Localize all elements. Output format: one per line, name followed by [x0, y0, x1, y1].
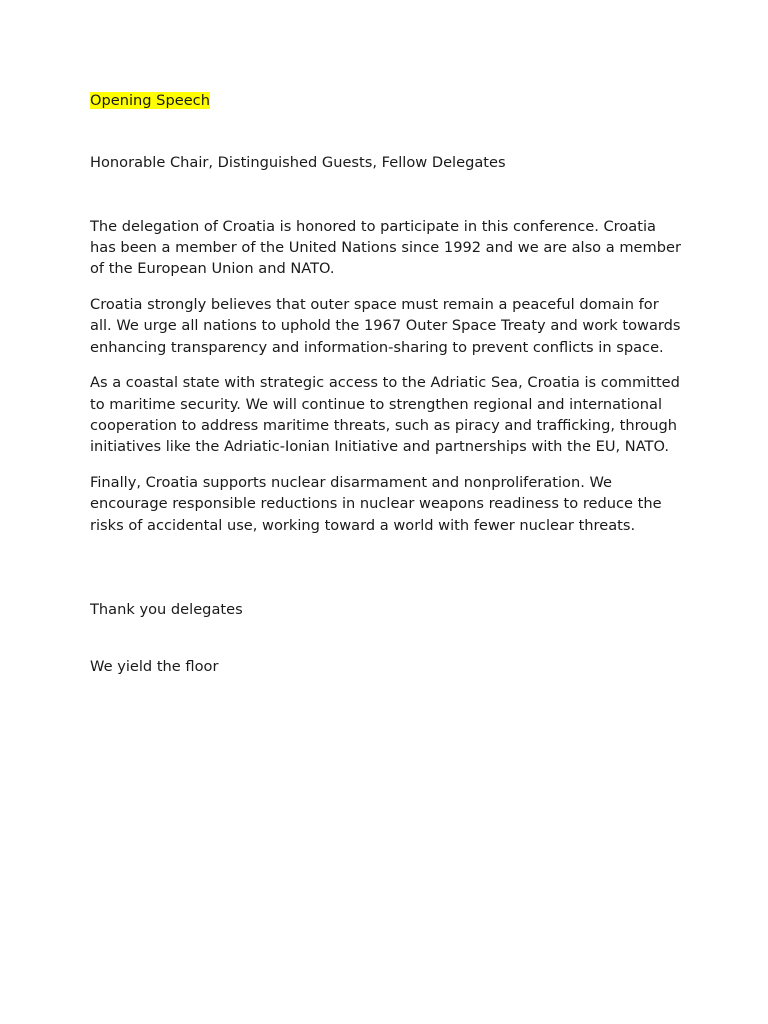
document-body	[90, 90, 682, 678]
highlighted-title-text: Opening Speech	[90, 92, 210, 109]
closing-yield: We yield the floor	[90, 658, 219, 676]
speech-title	[90, 90, 682, 111]
paragraph-outer-space: Croatia strongly believes that outer space must remain a peaceful domain for all. We urge all nations to uphold the 1967 Outer Space Treaty and work towards enhancing transparency and information-sharing to prevent conflicts in space.	[90, 295, 681, 356]
paragraph-nuclear-disarmament: Finally, Croatia supports nuclear disarmament and nonproliferation. We encourage responsible reductions in nuclear weapons readiness to reduce the risks of accidental use, working toward a world with fewer nuclear threats.	[90, 474, 662, 534]
closing-thanks: Thank you delegates	[90, 600, 243, 618]
paragraph-maritime-security: As a coastal state with strategic access to the Adriatic Sea, Croatia is committed to maritime security. We will continue to strengthen regional and international cooperation to address maritime threats, such as piracy and trafficking, through initiatives like the Adriatic-Ionian Initiative and partnerships with the EU, NATO.	[90, 374, 680, 456]
salutation: Honorable Chair, Distinguished Guests, Fellow Delegates	[90, 154, 506, 172]
paragraph-membership: The delegation of Croatia is honored to participate in this conference. Croatia has been a member of the United Nations since 1992 and we are also a member of the European Union and NATO.	[90, 217, 681, 278]
